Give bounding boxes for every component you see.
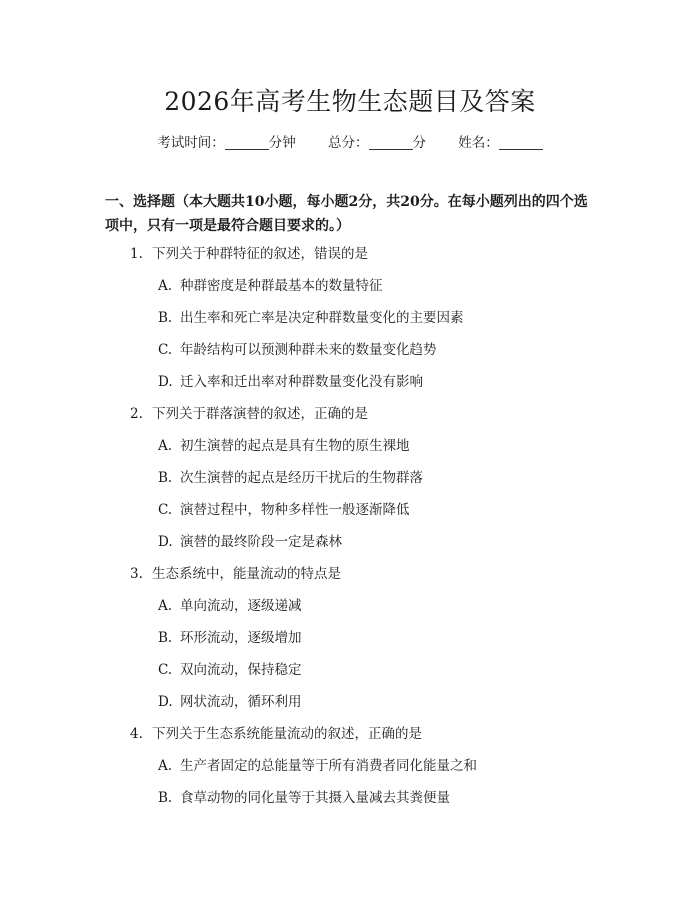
answer-option xyxy=(0,530,700,562)
question-item xyxy=(0,562,700,594)
question-number: 1. xyxy=(130,246,143,262)
question-item xyxy=(0,722,700,754)
option-text: 网状流动，循环利用 xyxy=(180,694,302,710)
exam-time-blank xyxy=(225,135,269,150)
option-text: 种群密度是种群最基本的数量特征 xyxy=(180,278,383,294)
option-text: 双向流动，保持稳定 xyxy=(180,662,302,678)
exam-time-label: 考试时间： xyxy=(157,135,225,151)
option-letter: B. xyxy=(158,630,173,646)
answer-option xyxy=(0,594,700,626)
question-item xyxy=(0,402,700,434)
question-item xyxy=(0,242,700,274)
option-text: 年龄结构可以预测种群未来的数量变化趋势 xyxy=(180,342,437,358)
option-letter: A. xyxy=(158,598,173,614)
option-text: 环形流动，逐级增加 xyxy=(180,630,302,646)
option-letter: A. xyxy=(158,758,173,774)
answer-option xyxy=(0,626,700,658)
student-name-label: 姓名： xyxy=(458,135,499,151)
exam-time-field xyxy=(157,135,296,151)
answer-option xyxy=(0,754,700,786)
option-letter: D. xyxy=(158,694,173,710)
total-score-blank xyxy=(369,135,413,150)
question-list xyxy=(0,242,700,818)
option-text: 单向流动，逐级递减 xyxy=(180,598,302,614)
question-number: 3. xyxy=(130,566,143,582)
total-score-field xyxy=(328,135,426,151)
option-letter: D. xyxy=(158,374,173,390)
option-text: 食草动物的同化量等于其摄入量减去其粪便量 xyxy=(180,790,450,806)
section-heading: 一、选择题（本大题共10小题，每小题2分，共20分。在每小题列出的四个选项中，只有一项是最符合题目要求的。） xyxy=(105,194,588,234)
answer-option xyxy=(0,370,700,402)
answer-option xyxy=(0,306,700,338)
question-number: 2. xyxy=(130,406,143,422)
answer-option xyxy=(0,274,700,306)
exam-time-unit: 分钟 xyxy=(268,135,296,151)
answer-option xyxy=(0,786,700,818)
answer-option xyxy=(0,658,700,690)
exam-info-line xyxy=(0,131,700,151)
option-letter: B. xyxy=(158,470,173,486)
option-letter: C. xyxy=(158,342,173,358)
option-letter: B. xyxy=(158,310,173,326)
option-text: 生产者固定的总能量等于所有消费者同化能量之和 xyxy=(180,758,477,774)
option-text: 初生演替的起点是具有生物的原生裸地 xyxy=(180,438,410,454)
question-stem: 生态系统中，能量流动的特点是 xyxy=(152,566,341,582)
option-letter: A. xyxy=(158,438,173,454)
option-letter: A. xyxy=(158,278,173,294)
page-title: 2026年高考生物生态题目及答案 xyxy=(164,87,536,116)
option-text: 次生演替的起点是经历干扰后的生物群落 xyxy=(180,470,423,486)
answer-option xyxy=(0,690,700,722)
option-text: 演替的最终阶段一定是森林 xyxy=(180,534,342,550)
answer-option xyxy=(0,498,700,530)
option-text: 出生率和死亡率是决定种群数量变化的主要因素 xyxy=(180,310,464,326)
question-stem: 下列关于种群特征的叙述，错误的是 xyxy=(152,246,368,262)
answer-option xyxy=(0,338,700,370)
option-text: 迁入率和迁出率对种群数量变化没有影响 xyxy=(180,374,423,390)
total-score-unit: 分 xyxy=(412,135,426,151)
option-letter: D. xyxy=(158,534,173,550)
option-letter: C. xyxy=(158,662,173,678)
answer-option xyxy=(0,466,700,498)
answer-option xyxy=(0,434,700,466)
option-text: 演替过程中，物种多样性一般逐渐降低 xyxy=(180,502,410,518)
question-stem: 下列关于群落演替的叙述，正确的是 xyxy=(152,406,368,422)
student-name-field xyxy=(458,135,543,151)
question-stem: 下列关于生态系统能量流动的叙述，正确的是 xyxy=(152,726,422,742)
option-letter: C. xyxy=(158,502,173,518)
student-name-blank xyxy=(499,135,543,150)
option-letter: B. xyxy=(158,790,173,806)
total-score-label: 总分： xyxy=(328,135,369,151)
question-number: 4. xyxy=(130,726,143,742)
